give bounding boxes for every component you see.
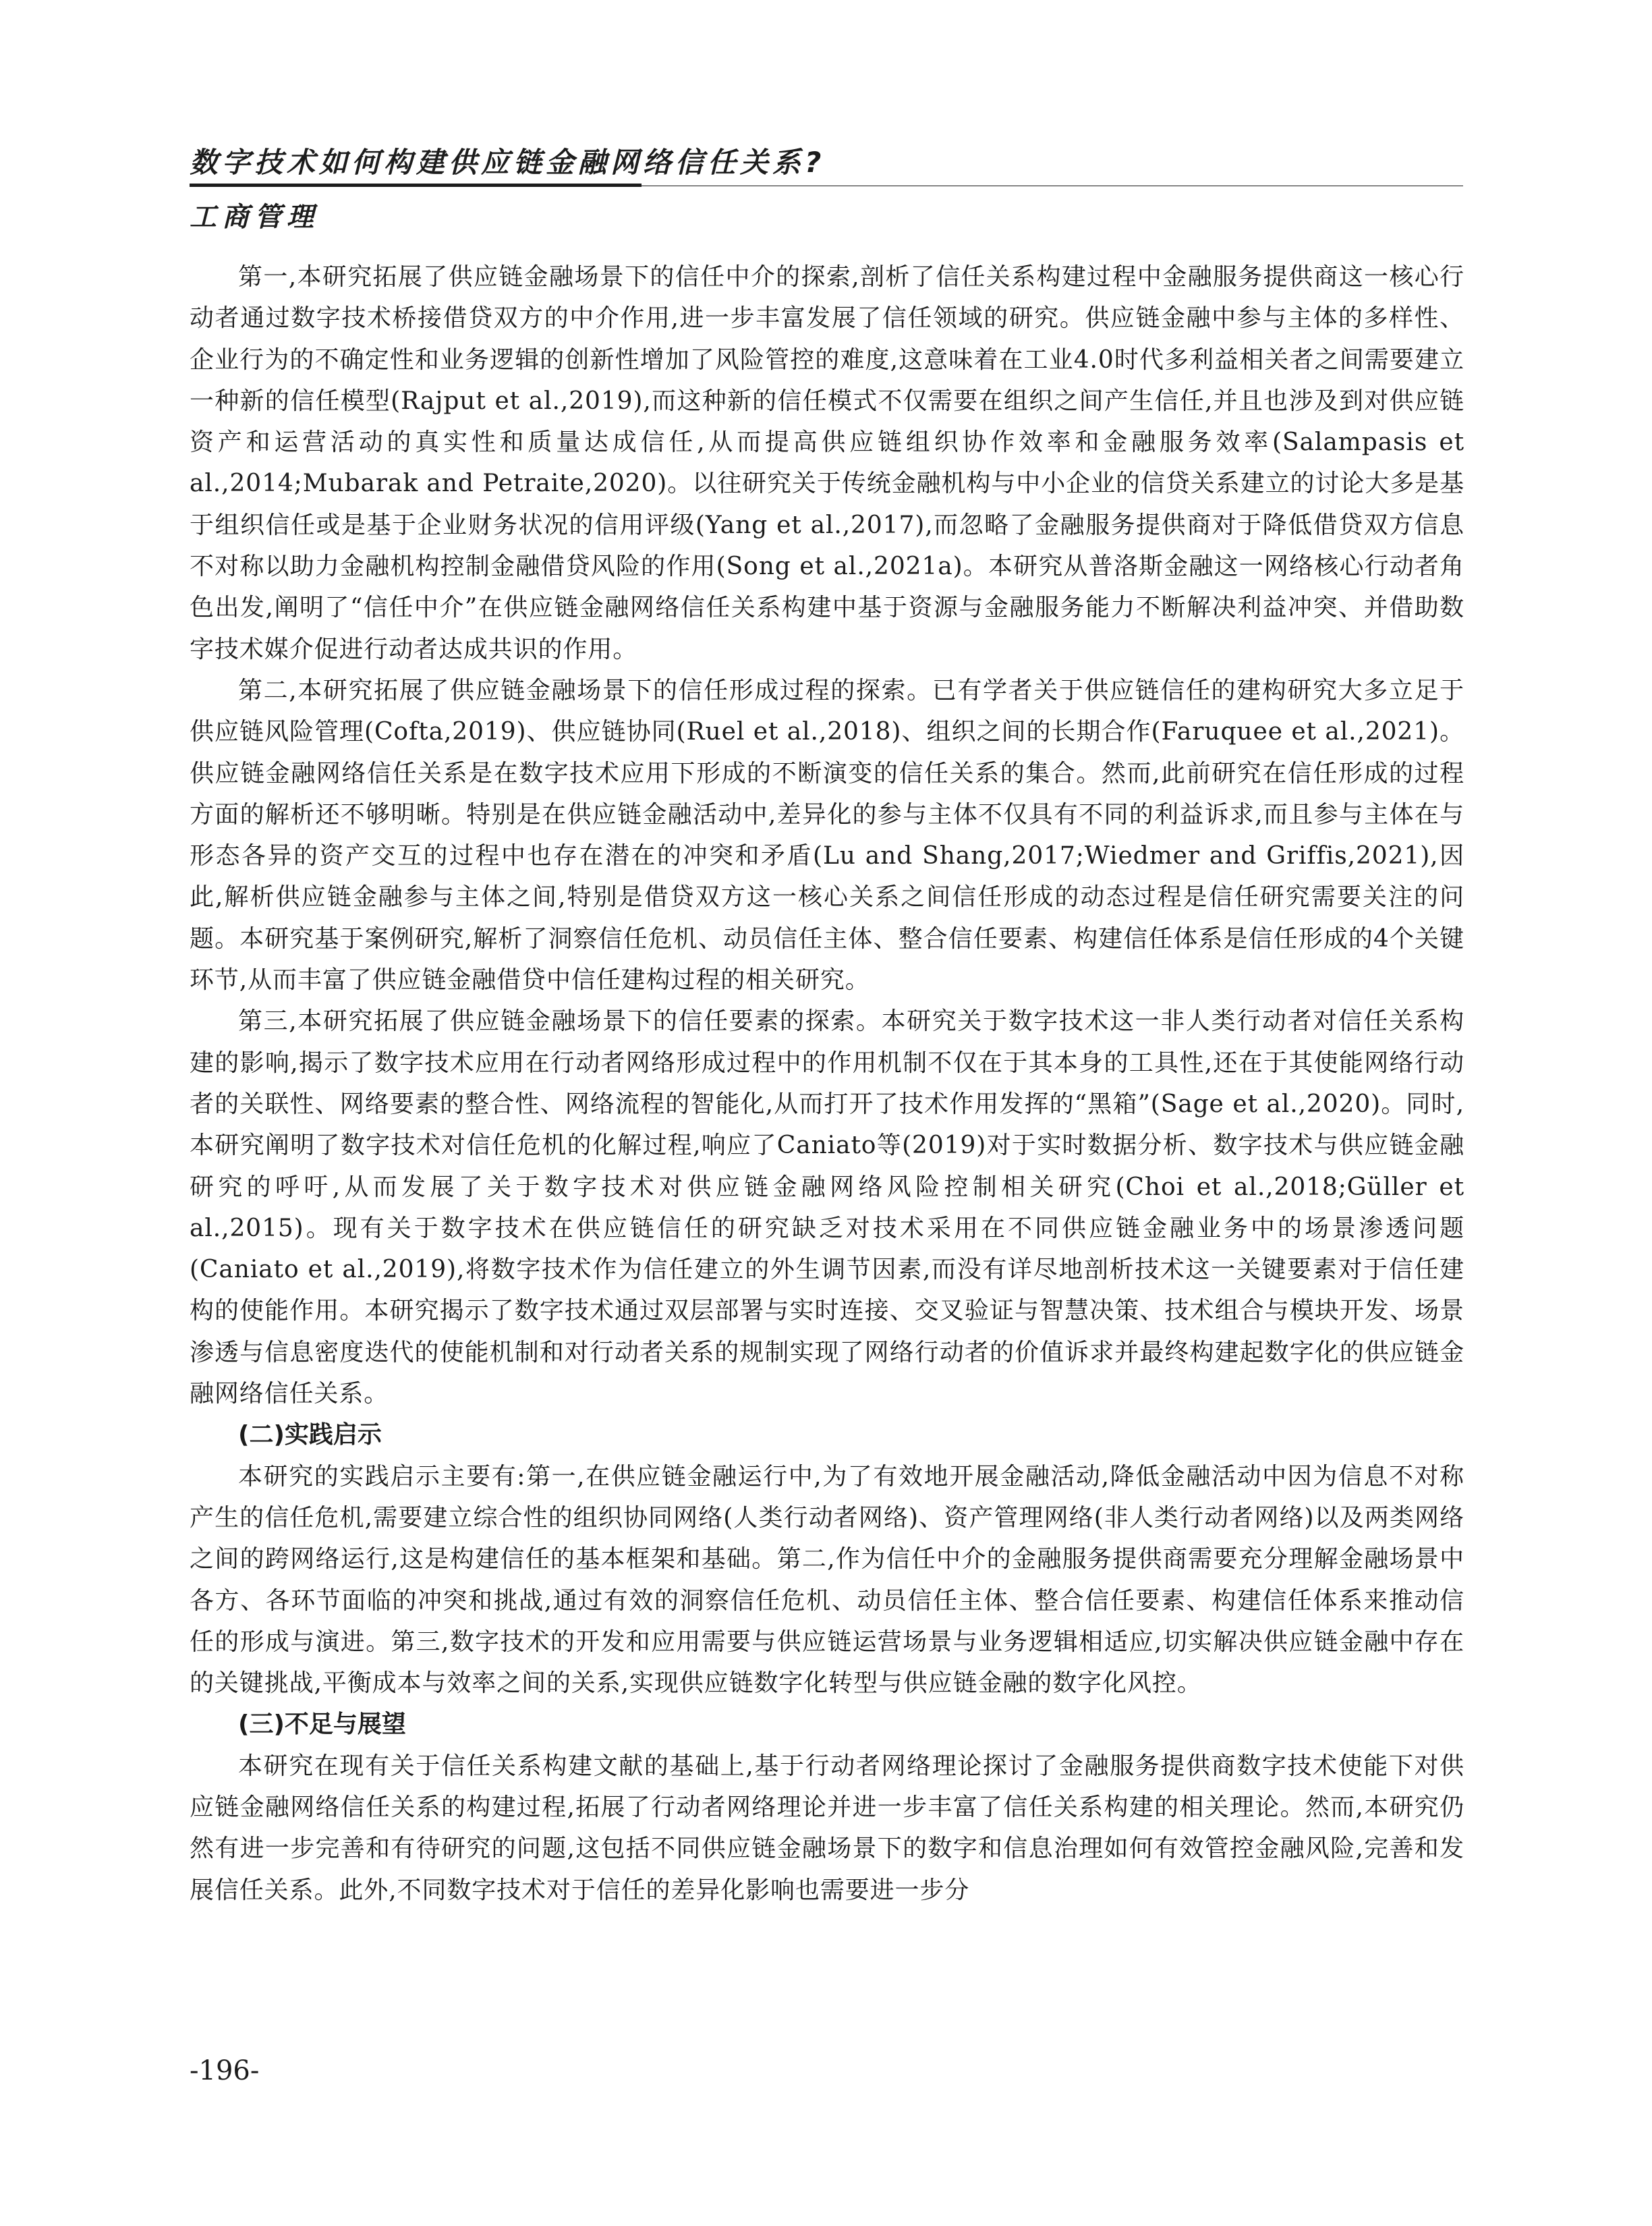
section-tag: 工商管理 [190,202,319,233]
paragraph-first-contribution: 第一,本研究拓展了供应链金融场景下的信任中介的探索,剖析了信任关系构建过程中金融服务提供商这一核心行动者通过数字技术桥接借贷双方的中介作用,进一步丰富发展了信任领域的研究。供应链金融中参与主体的多样性、企业行为的不确定性和业务逻辑的创新性增加了风险管控的难度,这意味着在工业4.0时代多利益相关者之间需要建立一种新的信任模型(Rajput et al.,2019),而这种新的信任模式不仅需要在组织之间产生信任,并且也涉及到对供应链资产和运营活动的真实性和质量达成信任,从而提高供应链组织协作效率和金融服务效率(Salampasis et al.,2014;Mubarak and Petraite,2020)。以往研究关于传统金融机构与中小企业的信贷关系建立的讨论大多是基于组织信任或是基于企业财务状况的信用评级(Yang et al.,2017),而忽略了金融服务提供商对于降低借贷双方信息不对称以助力金融机构控制金融借贷风险的作用(Song et al.,2021a)。本研究从普洛斯金融这一网络核心行动者角色出发,阐明了“信任中介”在供应链金融网络信任关系构建中基于资源与金融服务能力不断解决利益冲突、并借助数字技术媒介促进行动者达成共识的作用。 [190,263,1465,663]
subsection-heading-practice: (二)实践启示 [238,1421,382,1449]
paragraph-limitations: 本研究在现有关于信任关系构建文献的基础上,基于行动者网络理论探讨了金融服务提供商数字技术使能下对供应链金融网络信任关系的构建过程,拓展了行动者网络理论并进一步丰富了信任关系构建的相关理论。然而,本研究仍然有进一步完善和有待研究的问题,这包括不同供应链金融场景下的数字和信息治理如何有效管控金融风险,完善和发展信任关系。此外,不同数字技术对于信任的差异化影响也需要进一步分 [190,1752,1464,1904]
body-text [190,256,1464,1911]
paragraph-practice: 本研究的实践启示主要有:第一,在供应链金融运行中,为了有效地开展金融活动,降低金融活动中因为信息不对称产生的信任危机,需要建立综合性的组织协同网络(人类行动者网络)、资产管理网络(非人类行动者网络)以及两类网络之间的跨网络运行,这是构建信任的基本框架和基础。第二,作为信任中介的金融服务提供商需要充分理解金融场景中各方、各环节面临的冲突和挑战,通过有效的洞察信任危机、动员信任主体、整合信任要素、构建信任体系来推动信任的形成与演进。第三,数字技术的开发和应用需要与供应链运营场景与业务逻辑相适应,切实解决供应链金融中存在的关键挑战,平衡成本与效率之间的关系,实现供应链数字化转型与供应链金融的数字化风控。 [190,1462,1464,1698]
running-title: 数字技术如何构建供应链金融网络信任关系? [190,146,826,179]
page-number: -196- [190,2055,260,2086]
subsection-heading-limitations: (三)不足与展望 [238,1710,406,1739]
paragraph-third-contribution: 第三,本研究拓展了供应链金融场景下的信任要素的探索。本研究关于数字技术这一非人类行动者对信任关系构建的影响,揭示了数字技术应用在行动者网络形成过程中的作用机制不仅在于其本身的工具性,还在于其使能网络行动者的关联性、网络要素的整合性、网络流程的智能化,从而打开了技术作用发挥的“黑箱”(Sage et al.,2020)。同时,本研究阐明了数字技术对信任危机的化解过程,响应了Caniato等(2019)对于实时数据分析、数字技术与供应链金融研究的呼吁,从而发展了关于数字技术对供应链金融网络风险控制相关研究(Choi et al.,2018;Güller et al.,2015)。现有关于数字技术在供应链信任的研究缺乏对技术采用在不同供应链金融业务中的场景渗透问题(Caniato et al.,2019),将数字技术作为信任建立的外生调节因素,而没有详尽地剖析技术这一关键要素对于信任建构的使能作用。本研究揭示了数字技术通过双层部署与实时连接、交叉验证与智慧决策、技术组合与模块开发、场景渗透与信息密度迭代的使能机制和对行动者关系的规制实现了网络行动者的价值诉求并最终构建起数字化的供应链金融网络信任关系。 [190,1007,1464,1408]
paragraph-second-contribution: 第二,本研究拓展了供应链金融场景下的信任形成过程的探索。已有学者关于供应链信任的建构研究大多立足于供应链风险管理(Cofta,2019)、供应链协同(Ruel et al.,2018)、组织之间的长期合作(Faruquee et al.,2021)。供应链金融网络信任关系是在数字技术应用下形成的不断演变的信任关系的集合。然而,此前研究在信任形成的过程方面的解析还不够明晰。特别是在供应链金融活动中,差异化的参与主体不仅具有不同的利益诉求,而且参与主体在与形态各异的资产交互的过程中也存在潜在的冲突和矛盾(Lu and Shang,2017;Wiedmer and Griffis,2021),因此,解析供应链金融参与主体之间,特别是借贷双方这一核心关系之间信任形成的动态过程是信任研究需要关注的问题。本研究基于案例研究,解析了洞察信任危机、动员信任主体、整合信任要素、构建信任体系是信任形成的4个关键环节,从而丰富了供应链金融借贷中信任建构过程的相关研究。 [190,676,1465,995]
running-header [190,144,1463,186]
header-rule-thick [190,184,642,187]
